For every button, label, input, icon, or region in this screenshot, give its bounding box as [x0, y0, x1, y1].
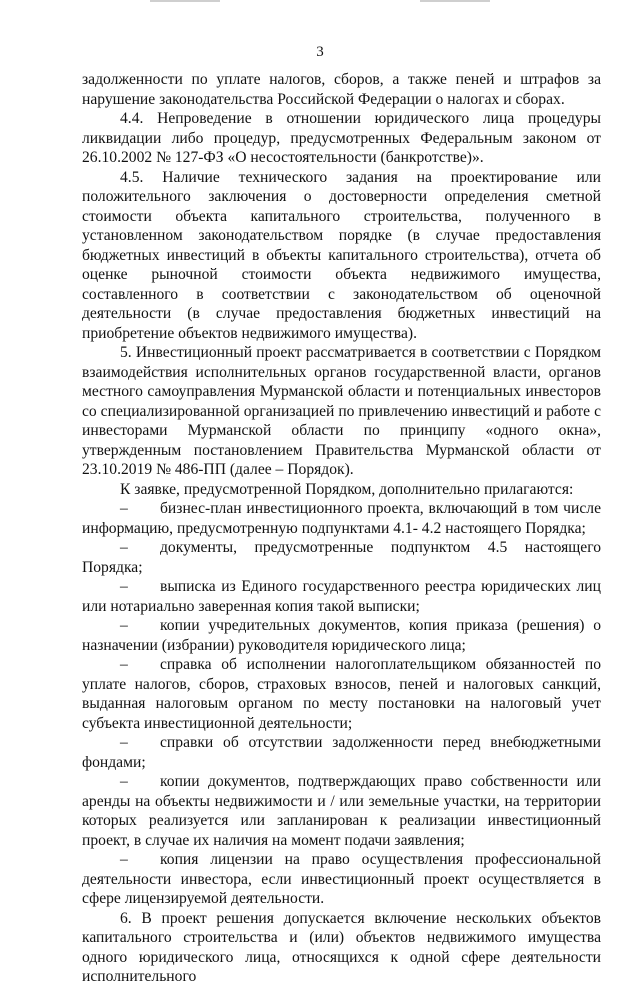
list-item: [82, 733, 601, 772]
list-dash: –: [120, 500, 128, 517]
list-item: [82, 850, 601, 909]
list-dash: –: [120, 734, 128, 751]
paragraph-text: 5. Инвестиционный проект рассматривается в соответствии с Порядком взаимодействия исполнительных органов государственной власти, органов местного самоуправления Мурманской области и потенциальных инвесторов со специализированной организацией по привлечению инвестиций и работе с инвесторами Мурманской области по принципу «одного окна», утвержденным постановлением Правительства Мурманской области от 23.10.2019 № 486-ПП (далее – Порядок).: [82, 344, 601, 478]
paragraph: [82, 70, 601, 109]
paragraph-text: 6. В проект решения допускается включение нескольких объектов капитального строительства и (или) объектов недвижимого имущества одного юридического лица, относящихся к одной сфере деятельности исполнительного: [82, 909, 601, 985]
list-item: [82, 499, 601, 538]
paragraph-text: копии учредительных документов, копия приказа (решения) о назначении (избрании) руководителя юридического лица;: [82, 617, 601, 654]
list-item: [82, 577, 601, 616]
list-item: [82, 538, 601, 577]
paragraph-text: 4.4. Непроведение в отношении юридического лица процедуры ликвидации либо процедур, предусмотренных Федеральным законом от 26.10.2002 № 127-ФЗ «О несостоятельности (банкротстве)».: [82, 110, 601, 166]
paragraph-text: 4.5. Наличие технического задания на проектирование или положительного заключения о достоверности определения сметной стоимости объекта капитального строительства, полученного в установленном законодательством порядке (в случае предоставления бюджетных инвестиций в объекты капитального строительства), отчета об оценке рыночной стоимости объекта недвижимого имущества, составленного в соответствии с законодательством об оценочной деятельности (в случае предоставления бюджетных инвестиций на приобретение объектов недвижимого имущества).: [82, 168, 601, 342]
list-item: [82, 772, 601, 850]
paragraph: [82, 480, 601, 500]
document-body: [82, 70, 601, 987]
paragraph-text: выписка из Единого государственного реестра юридических лиц или нотариально заверенная копия такой выписки;: [82, 578, 601, 615]
list-dash: –: [120, 578, 128, 595]
paragraph: [82, 109, 601, 168]
list-dash: –: [120, 851, 128, 868]
list-dash: –: [120, 656, 128, 673]
paragraph-text: справки об отсутствии задолженности перед внебюджетными фондами;: [82, 734, 601, 771]
paragraph: [82, 909, 601, 987]
list-dash: –: [120, 617, 128, 634]
paragraph-text: копии документов, подтверждающих право собственности или аренды на объекты недвижимости и / или земельные участки, на территории которых реализуется или запланирован к реализации инвестиционный проект, в случае их наличия на момент подачи заявления;: [82, 773, 601, 849]
paragraph-text: документы, предусмотренные подпунктом 4.5 настоящего Порядка;: [82, 539, 601, 576]
list-item: [82, 655, 601, 733]
paragraph-text: К заявке, предусмотренной Порядком, дополнительно прилагаются:: [120, 480, 574, 498]
scan-artifact-top-left: [150, 0, 220, 2]
list-dash: –: [120, 539, 128, 556]
scan-artifact-top-right: [420, 0, 490, 2]
paragraph: [82, 343, 601, 480]
list-item: [82, 616, 601, 655]
paragraph-text: задолженности по уплате налогов, сборов, а также пеней и штрафов за нарушение законодательства Российской Федерации о налогах и сборах.: [82, 71, 601, 108]
paragraph-text: копия лицензии на право осуществления профессиональной деятельности инвестора, если инвестиционный проект осуществляется в сфере лицензируемой деятельности.: [82, 851, 601, 907]
list-dash: –: [120, 773, 128, 790]
paragraph: [82, 168, 601, 344]
paragraph-text: бизнес-план инвестиционного проекта, включающий в том числе информацию, предусмотренную подпунктами 4.1- 4.2 настоящего Порядка;: [82, 500, 601, 537]
page-number: 3: [316, 44, 324, 60]
paragraph-text: справка об исполнении налогоплательщиком обязанностей по уплате налогов, сборов, страховых взносов, пеней и налоговых санкций, выданная налоговым органом по месту постановки на налоговый учет субъекта инвестиционной деятельности;: [82, 656, 601, 732]
